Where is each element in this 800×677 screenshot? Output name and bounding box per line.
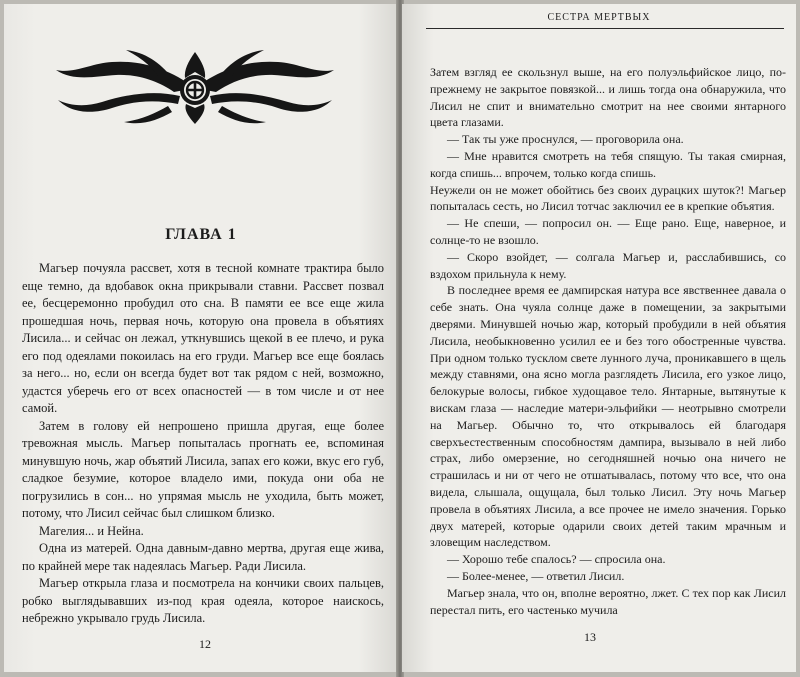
running-head: СЕСТРА МЕРТВЫХ: [547, 12, 651, 23]
paragraph: Магьер почуяла рассвет, хотя в тесной комнате трактира было еще темно, да вдобавок окна прикрывали ставни. Рассвет позвал ее, бесцеремонно пробудил ото сна. В памяти ее все еще жила прошедшая ночь, первая ночь, которую она провела в объятиях Лисила... и сейчас он лежал, уткнувшись щекой в ее плечо, и рука его под одеялами покоилась на его груди. Магьер все еще боялась за него... но, если он всегда будет вот так рядом с ней, возможно, удастся уберечь его от всех опасностей — в том числе и от нее самой.: [22, 261, 384, 415]
right-page-body: [430, 64, 786, 618]
page-number-left: 12: [199, 637, 211, 651]
left-page-body: [22, 260, 384, 628]
header-rule: [426, 28, 784, 29]
chapter-title: ГЛАВА 1: [165, 226, 237, 243]
paragraph: — Не спеши, — попросил он. — Еще рано. Еще, наверное, и солнце-то не взошло.: [430, 216, 786, 247]
paragraph: Одна из матерей. Одна давным-давно мертва, другая еще жива, по крайней мере так надеялась Магьер. Ради Лисила.: [22, 541, 384, 573]
paragraph: Магьер знала, что он, вполне вероятно, лжет. С тех пор как Лисил перестал пить, его частенько мучила: [430, 585, 786, 617]
paragraph: Магелия... и Нейна.: [39, 523, 144, 538]
paragraph: Затем взгляд ее скользнул выше, на его полуэльфийское лицо, по-прежнему не закрытое повязкой... и лишь тогда она обнаружила, что Лисил не спит и внимательно смотрит на нее своими янтарного цвета глазами.: [430, 65, 786, 130]
paragraph: Магьер открыла глаза и посмотрела на кончики своих пальцев, робко выглядывавших из-под края одеяла, которое наискось, небрежно укрывало грудь Лисила.: [22, 576, 384, 625]
left-page: [4, 4, 398, 672]
paragraph: Неужели он не может обойтись без своих дурацких шуток?! Магьер попыталась сесть, но Лисил тотчас заключил ее в крепкие объятия.: [430, 182, 786, 214]
page-number-right: 13: [584, 630, 596, 644]
right-page: [402, 4, 796, 672]
paragraph: — Хорошо тебе спалось? — спросила она.: [447, 552, 666, 567]
tribal-ornament: [50, 48, 340, 126]
paragraph: — Более-менее, — ответил Лисил.: [447, 568, 625, 583]
paragraph: В последнее время ее дампирская натура все явственнее давала о себе знать. Она чуяла солнце даже в помещении, за закрытыми дверями. Минувшей ночью жар, который пробудили в ней объятия Лисила, необыкновенно усилил ее и без того обостренные чувства. При одном только тусклом свете лунного луча, проникавшего в щель между ставнями, она ясно могла разглядеть Лисила, его узкое лицо, белокурые волосы, гибкое худощавое тело. Янтарные, вытянутые к вискам глаза — наследие матери-эльфийки — неотрывно смотрели на Магьер. Обычно то, что открывалось ей благодаря сверхъестественным способностям дампира, вызывало в ней либо страх, либо омерзение, но сегодняшней ночью она ничего не страшилась и ни от чего не отшатывалась, потому что все, что она видела, слышала, ощущала, был только Лисил. Эту ночь Магьер провела в объятиях Лисила, а все прочее не имело значения. Горько двух матерей, которые одарили своих детей таким мрачным и зловещим наследством.: [430, 283, 786, 550]
paragraph: Затем в голову ей непрошено пришла другая, еще более тревожная мысль. Магьер попыталась прогнать ее, вспоминая минувшую ночь, жар объятий Лисила, запах его кожи, вкус его губ, сладкое безумие, которое владело ими, покуда они оба не погрузились в сон... но упрямая мысль не уходила, быть может, потому, что Лисил сейчас был слишком близко.: [22, 418, 384, 520]
paragraph: — Мне нравится смотреть на тебя спящую. Ты такая смирная, когда спишь... впрочем, только когда спишь.: [430, 148, 786, 180]
paragraph: — Так ты уже проснулся, — проговорила она.: [447, 132, 684, 147]
paragraph: — Скоро взойдет, — солгала Магьер и, расслабившись, со вздохом прильнула к нему.: [430, 249, 786, 281]
